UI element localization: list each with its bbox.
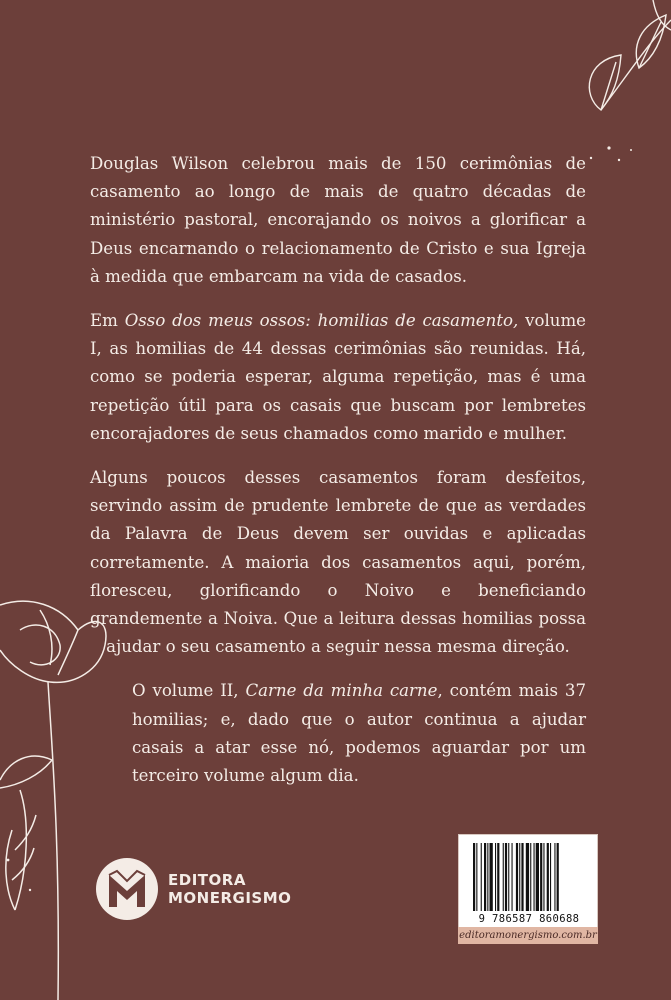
blurb-paragraph-2	[90, 307, 586, 448]
barcode-bar	[516, 843, 518, 911]
p2-text-end: volume I, as homilias de 44 dessas cerimônias são reunidas. Há, como se poderia esperar, alguma repetição, mas é uma repetição útil para os casais que buscam por lembretes encorajadores de seus chamados como marido e mulher.	[90, 311, 586, 443]
barcode-bar	[503, 843, 504, 911]
barcode-bar	[497, 843, 499, 911]
p2-text-start: Em	[90, 311, 125, 331]
isbn-digits: 9 786587 860688	[478, 913, 580, 925]
barcode-bar	[490, 843, 493, 911]
blurb-paragraph-3: Alguns poucos desses casamentos foram desfeitos, servindo assim de prudente lembrete de que as verdades da Palavra de Deus devem ser ouvidas e aplicadas corretamente. A maioria dos casamentos aqui, porém, floresceu, glorificando o Noivo e beneficiando grandemente a Noiva. Que a leitura dessas homilias possa ajudar o seu casamento a seguir nessa mesma direção.	[90, 468, 586, 657]
publisher-website: editoramonergismo.com.br	[458, 927, 598, 944]
barcode-bar	[487, 843, 488, 911]
book-title-volume-1: Osso dos meus ossos: homilias de casamento,	[124, 311, 519, 331]
barcode-bar	[495, 843, 496, 911]
barcode-bar	[484, 843, 486, 911]
barcode-bar	[521, 843, 523, 911]
barcode-bar	[481, 843, 482, 911]
barcode-bar	[512, 843, 513, 911]
barcode-bar	[543, 843, 544, 911]
barcode-bar	[526, 843, 529, 911]
barcode-bar	[536, 843, 539, 911]
barcode-bar	[519, 843, 520, 911]
barcode-bar	[508, 843, 509, 911]
p4-text-start: O volume II,	[132, 681, 246, 701]
barcode-bar	[550, 843, 551, 911]
publisher-name-line-2: MONERGISMO	[168, 889, 292, 907]
barcode-bar	[554, 843, 555, 911]
blurb-paragraph-4	[90, 677, 586, 790]
m-monogram-icon	[105, 869, 149, 909]
blurb-text	[90, 150, 586, 806]
barcode-bar	[534, 843, 535, 911]
p4-text-end: , contém mais 37 homilias; e, dado que o autor continua a ajudar casais a atar esse nó, podemos aguardar por um terceiro volume algum dia.	[132, 681, 587, 786]
barcode-bar	[547, 843, 549, 911]
book-title-volume-2: Carne da minha carne	[245, 681, 438, 701]
barcode-bar	[505, 843, 507, 911]
barcode-bar	[540, 843, 542, 911]
publisher-name	[168, 871, 291, 907]
publisher-logo	[96, 858, 291, 920]
barcode-bar	[530, 843, 531, 911]
barcode-bar	[476, 843, 477, 911]
barcode-bar	[557, 843, 559, 911]
blurb-paragraph-1: Douglas Wilson celebrou mais de 150 cerimônias de casamento ao longo de mais de quatro décadas de ministério pastoral, encorajando os noivos a glorificar a Deus encarnando o relacionamento de Cristo e sua Igreja à medida que embarcam na vida de casados.	[90, 154, 586, 286]
barcode-bar	[473, 843, 475, 911]
publisher-name-line-1: EDITORA	[168, 871, 246, 889]
barcode-bars	[473, 843, 585, 911]
publisher-mark-icon	[96, 858, 158, 920]
